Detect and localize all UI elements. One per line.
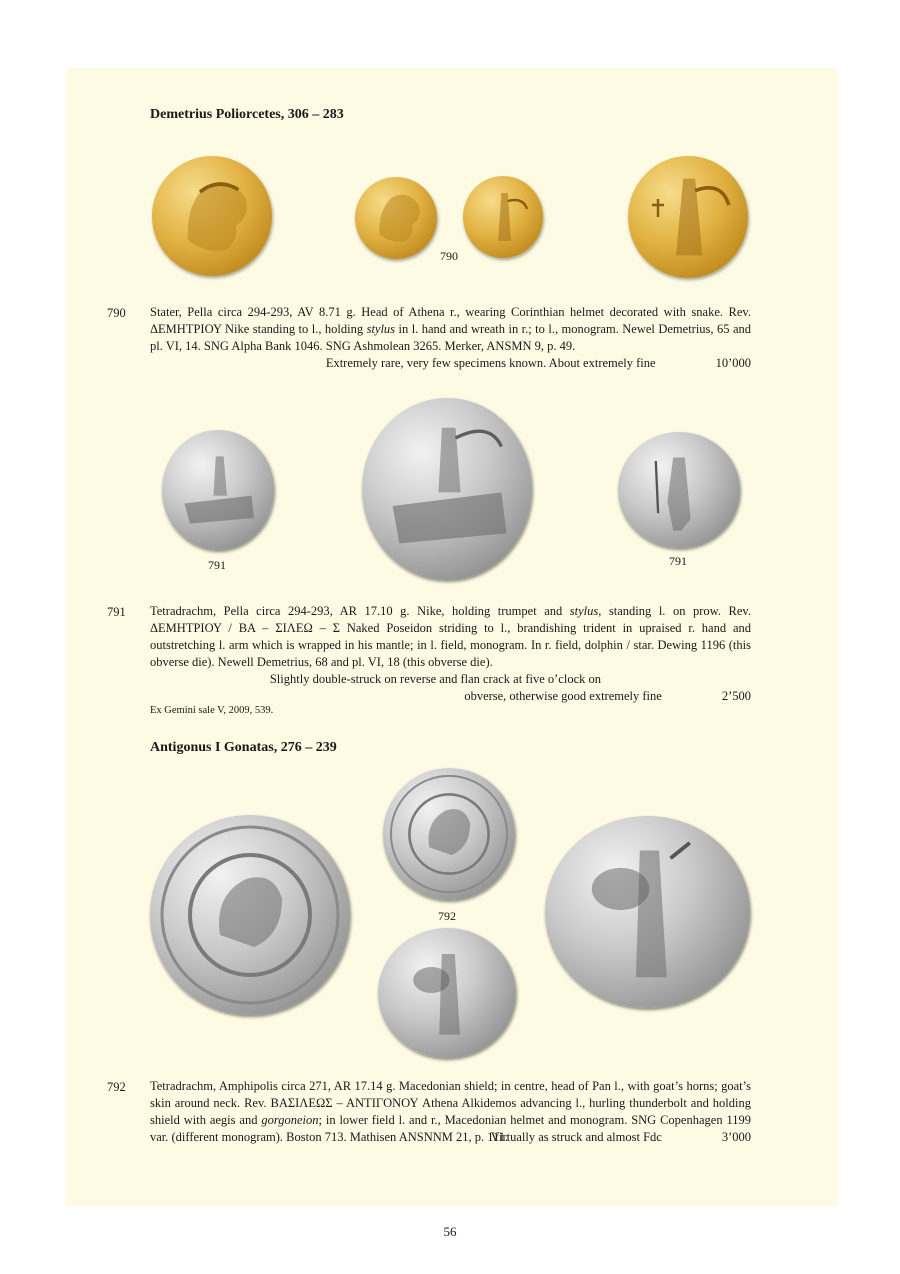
coin-image-791-obverse [162, 430, 274, 550]
lot-description-790: Stater, Pella circa 294-293, AV 8.71 g. Head of Athena r., wearing Corinthian helmet decorated with snake. Rev. ΔΕΜΗΤΡΙΟΥ Nike standing to l., holding stylus in l. hand and wreath in r.; to l., monogram. Newel Demetrius, 65 and pl. VI, 14. SNG Alpha Bank 1046. SNG Ashmolean 3265. Merker, ANSMN 9, p. 49. Extremely rare, very few specimens known. About extremely fine 10’000 [150, 305, 752, 370]
condition-790: Extremely rare, very few specimens known. About extremely fine [325, 356, 656, 370]
provenance-791: Ex Gemini sale V, 2009, 539. [150, 705, 274, 716]
section-heading-antigonus: Antigonus I Gonatas, 276 – 239 [150, 740, 337, 755]
coin-image-792-obverse-enlarged [150, 815, 350, 1015]
lot-number-790: 790 [107, 306, 126, 320]
condition-792: Virtually as struck and almost Fdc [490, 1130, 662, 1144]
lot-description-791: Tetradrachm, Pella circa 294-293, AR 17.10 g. Nike, holding trumpet and stylus, standing l. on prow. Rev. ΔΕΜΗΤΡΙΟΥ / ΒΑ – ΣΙΛΕΩ – Σ Naked Poseidon striding to l., brandishing trident in upraised r. hand and outstretching l. arm which is wrapped in his mantle; in l. field, monogram. In r. field, dolphin / star. Dewing 1196 (this obverse die). Newell Demetrius, 68 and pl. VI, 18 (this obverse die). Slightly double-struck on reverse and flan crack at five o’clock on obverse, otherwise good extremely fine 2’500 [150, 604, 751, 703]
section-heading-demetrius: Demetrius Poliorcetes, 306 – 283 [150, 107, 344, 122]
image-label-792: 792 [438, 909, 456, 923]
coin-image-790-reverse [463, 176, 543, 258]
estimate-790: 10’000 [715, 356, 751, 370]
coin-image-791-reverse [618, 432, 740, 548]
image-label-791-left: 791 [208, 558, 226, 572]
coin-image-790-obverse-enlarged [152, 156, 272, 276]
lot-number-792: 792 [107, 1080, 126, 1094]
coin-image-792-reverse-enlarged [545, 816, 750, 1008]
image-label-791-right: 791 [669, 554, 687, 568]
estimate-792: 3’000 [721, 1130, 751, 1144]
coin-image-790-obverse [355, 177, 437, 259]
condition-791-line2: obverse, otherwise good extremely fine [464, 689, 662, 703]
estimate-791: 2’500 [721, 689, 751, 703]
image-label-790: 790 [440, 249, 458, 263]
coin-image-790-reverse-enlarged [628, 156, 748, 278]
page-number: 56 [443, 1224, 457, 1239]
lot-description-792: Tetradrachm, Amphipolis circa 271, AR 17.14 g. Macedonian shield; in centre, head of Pan l., with goat’s horns; goat’s skin around neck. Rev. ΒΑΣΙΛΕΩΣ – ΑΝΤΙΓΟΝΟΥ Athena Alkidemos advancing l., hurling thunderbolt and holding shield with aegis and gorgoneion; in lower field l. and r., Macedonian helmet and monogram. SNG Copenhagen 1199 var. (different monogram). Boston 713. Mathisen ANSNNM 21, p. 111. Virtually as struck and almost Fdc 3’000 [150, 1079, 751, 1144]
coin-image-791-obverse-enlarged [362, 398, 532, 580]
lot-number-791: 791 [107, 605, 126, 619]
coin-image-792-reverse [378, 928, 516, 1058]
coin-image-792-obverse [383, 768, 515, 900]
condition-791-line1: Slightly double-struck on reverse and flan crack at five o’clock on [269, 672, 601, 686]
